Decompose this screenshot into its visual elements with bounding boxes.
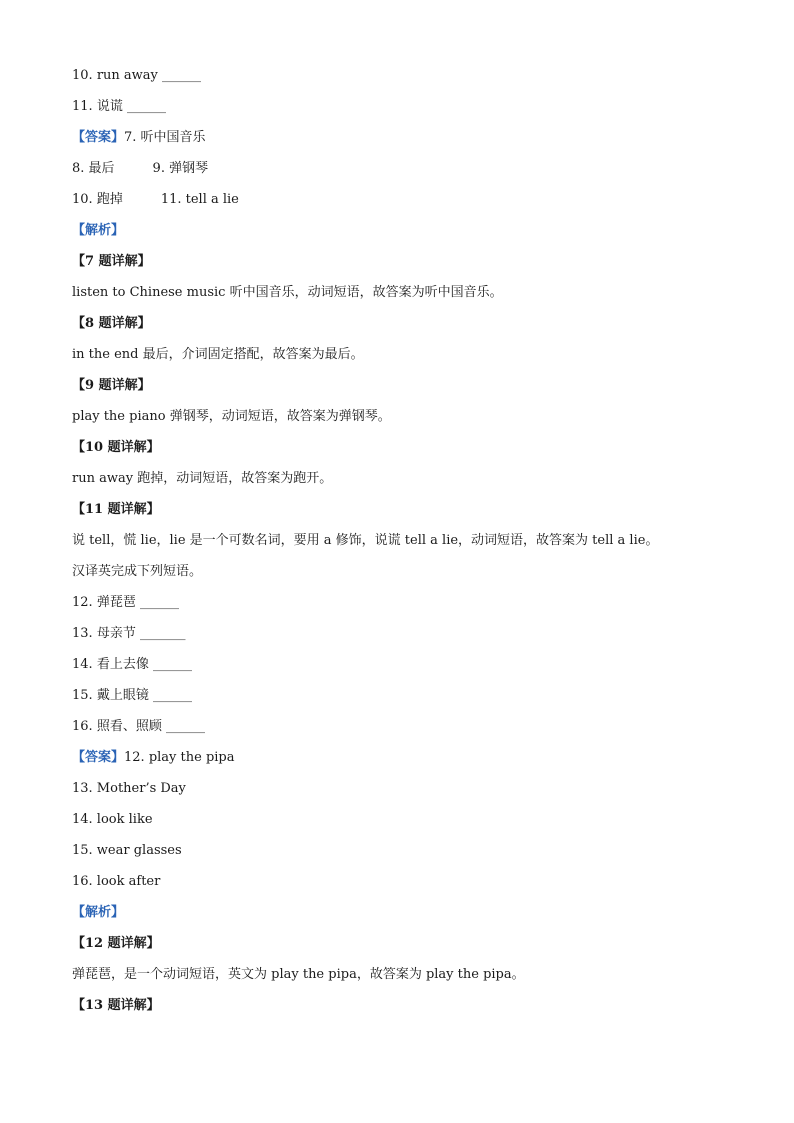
detail-body-10: run away 跑掉，动词短语，故答案为跑开。 [72, 471, 333, 486]
question-number: 13. [72, 626, 93, 641]
question-number: 15. [72, 688, 93, 703]
question-15 [72, 686, 732, 717]
answer-blank: ______ [162, 68, 202, 83]
question-number: 12. [72, 595, 93, 610]
question-number: 11. [72, 99, 93, 114]
detail-heading-11: 【11 题详解】 [72, 502, 160, 517]
answer-blank: ______ [165, 719, 205, 734]
detail-heading-7: 【7 题详解】 [72, 254, 151, 269]
document-page [72, 66, 732, 1027]
question-text: 弹琵琶 [96, 595, 136, 610]
answer-12: 12. play the pipa [124, 750, 235, 765]
answer-blank: ______ [126, 99, 166, 114]
detail-heading-12: 【12 题详解】 [72, 936, 160, 951]
answer-14: 14. look like [72, 812, 153, 827]
answer-16: 16. look after [72, 874, 161, 889]
analysis-heading-2 [72, 903, 732, 934]
question-14 [72, 655, 732, 686]
answer-7: 7. 听中国音乐 [124, 130, 206, 145]
question-text: 看上去像 [96, 657, 149, 672]
answer-blank: ______ [152, 657, 192, 672]
question-16 [72, 717, 732, 748]
answer-blank: ______ [139, 595, 179, 610]
answer-blank: _______ [139, 626, 186, 641]
question-text: 母亲节 [96, 626, 136, 641]
question-11 [72, 97, 732, 128]
question-number: 16. [72, 719, 93, 734]
analysis-tag: 【解析】 [72, 223, 125, 238]
detail-body-8: in the end 最后，介词固定搭配，故答案为最后。 [72, 347, 364, 362]
section-instruction: 汉译英完成下列短语。 [72, 564, 203, 579]
question-12 [72, 593, 732, 624]
answer-block-1-line-3 [72, 190, 732, 221]
detail-heading-9: 【9 题详解】 [72, 378, 151, 393]
answer-block-2-line-1 [72, 748, 732, 779]
question-number: 10. [72, 68, 93, 83]
question-text: 说谎 [96, 99, 123, 114]
answer-block-1-line-1 [72, 128, 732, 159]
answer-tag: 【答案】 [72, 750, 125, 765]
question-text: 戴上眼镜 [96, 688, 149, 703]
detail-body-7: listen to Chinese music 听中国音乐，动词短语，故答案为听中国音乐。 [72, 285, 503, 300]
answer-8: 8. 最后 [72, 161, 115, 176]
detail-heading-13: 【13 题详解】 [72, 998, 160, 1013]
detail-heading-10: 【10 题详解】 [72, 440, 160, 455]
answer-blank: ______ [152, 688, 192, 703]
question-text: run away [96, 68, 158, 83]
answer-9: 9. 弹钢琴 [152, 161, 209, 176]
answer-10: 10. 跑掉 [72, 192, 123, 207]
answer-tag: 【答案】 [72, 130, 125, 145]
detail-body-12: 弹琵琶，是一个动词短语，英文为 play the pipa，故答案为 play the pipa。 [72, 967, 525, 982]
analysis-heading-1 [72, 221, 732, 252]
answer-11: 11. tell a lie [160, 192, 239, 207]
detail-body-11: 说 tell，慌 lie，lie 是一个可数名词，要用 a 修饰，说谎 tell a lie，动词短语，故答案为 tell a lie。 [72, 533, 659, 548]
answer-13: 13. Mother’s Day [72, 781, 186, 796]
question-13 [72, 624, 732, 655]
question-number: 14. [72, 657, 93, 672]
answer-15: 15. wear glasses [72, 843, 182, 858]
detail-body-9: play the piano 弹钢琴，动词短语，故答案为弹钢琴。 [72, 409, 391, 424]
question-text: 照看、照顾 [96, 719, 162, 734]
analysis-tag: 【解析】 [72, 905, 125, 920]
answer-block-1-line-2 [72, 159, 732, 190]
question-10 [72, 66, 732, 97]
detail-heading-8: 【8 题详解】 [72, 316, 151, 331]
